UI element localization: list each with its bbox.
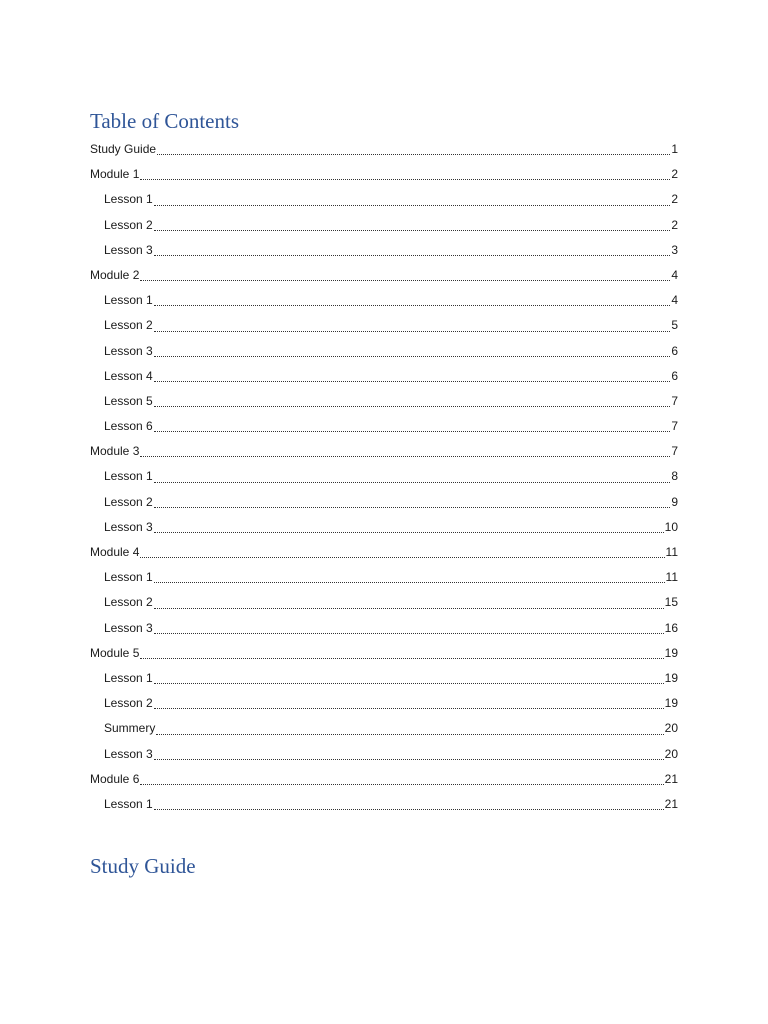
toc-entry[interactable]	[90, 793, 678, 818]
toc-entry-label: Lesson 3	[104, 343, 153, 358]
toc-entry-label: Lesson 3	[104, 242, 153, 257]
toc-entry[interactable]	[90, 516, 678, 541]
toc-entry-label: Module 1	[90, 167, 140, 182]
toc-dot-leader	[157, 154, 670, 155]
toc-entry[interactable]	[90, 138, 678, 163]
toc-entry[interactable]	[90, 491, 678, 516]
toc-entry-page-number: 10	[664, 519, 678, 534]
toc-dot-leader	[154, 759, 664, 760]
toc-entry-label: Summery	[104, 721, 156, 736]
toc-entry-label: Lesson 3	[104, 746, 153, 761]
toc-entry-page-number: 21	[664, 796, 678, 811]
toc-dot-leader	[154, 683, 664, 684]
toc-entry[interactable]	[90, 239, 678, 264]
toc-dot-leader	[154, 431, 671, 432]
toc-dot-leader	[154, 255, 671, 256]
toc-entry-label: Lesson 2	[104, 595, 153, 610]
toc-entry-label: Lesson 4	[104, 368, 153, 383]
toc-entry-page-number: 11	[665, 570, 678, 585]
toc-entry-page-number: 1	[671, 142, 678, 156]
toc-entry[interactable]	[90, 289, 678, 314]
toc-entry[interactable]	[90, 365, 678, 390]
toc-entry-page-number: 4	[671, 293, 678, 308]
toc-entry-label: Lesson 2	[104, 696, 153, 711]
toc-entry-label: Lesson 3	[104, 620, 153, 635]
toc-entry[interactable]	[90, 465, 678, 490]
toc-dot-leader	[154, 507, 671, 508]
toc-dot-leader	[140, 456, 670, 457]
toc-entry-label: Module 6	[90, 771, 140, 786]
toc-dot-leader	[154, 305, 671, 306]
study-guide-heading: Study Guide	[90, 854, 196, 878]
toc-entry[interactable]	[90, 163, 678, 188]
toc-entry-label: Lesson 2	[104, 318, 153, 333]
toc-entry[interactable]	[90, 390, 678, 415]
toc-dot-leader	[154, 708, 664, 709]
toc-dot-leader	[154, 230, 671, 231]
toc-entry-page-number: 2	[671, 192, 678, 207]
toc-entry-page-number: 2	[671, 217, 678, 232]
toc-list	[90, 138, 678, 818]
toc-dot-leader	[154, 205, 671, 206]
toc-entry-label: Module 5	[90, 645, 140, 660]
toc-entry[interactable]	[90, 440, 678, 465]
toc-heading: Table of Contents	[90, 109, 239, 133]
toc-entry-label: Lesson 1	[104, 670, 153, 685]
toc-entry[interactable]	[90, 264, 678, 289]
toc-entry[interactable]	[90, 188, 678, 213]
toc-dot-leader	[154, 633, 664, 634]
toc-dot-leader	[154, 809, 664, 810]
toc-dot-leader	[154, 482, 671, 483]
toc-entry-page-number: 19	[664, 670, 678, 685]
toc-dot-leader	[140, 179, 670, 180]
toc-entry-page-number: 7	[671, 444, 678, 459]
toc-entry-label: Lesson 1	[104, 192, 153, 207]
toc-entry-label: Lesson 2	[104, 217, 153, 232]
toc-entry[interactable]	[90, 768, 678, 793]
toc-dot-leader	[154, 381, 671, 382]
toc-entry-page-number: 20	[664, 746, 678, 761]
toc-entry[interactable]	[90, 214, 678, 239]
toc-entry-page-number: 8	[671, 469, 678, 484]
toc-entry-label: Lesson 6	[104, 419, 153, 434]
toc-entry-page-number: 20	[664, 721, 678, 736]
toc-dot-leader	[140, 557, 664, 558]
toc-dot-leader	[154, 356, 671, 357]
toc-entry[interactable]	[90, 340, 678, 365]
toc-entry-label: Lesson 1	[104, 469, 153, 484]
toc-entry[interactable]	[90, 667, 678, 692]
toc-dot-leader	[154, 582, 665, 583]
toc-entry-page-number: 19	[664, 696, 678, 711]
toc-entry[interactable]	[90, 415, 678, 440]
toc-entry[interactable]	[90, 692, 678, 717]
toc-entry-label: Lesson 1	[104, 293, 153, 308]
toc-entry[interactable]	[90, 642, 678, 667]
toc-dot-leader	[154, 406, 671, 407]
toc-entry-page-number: 5	[671, 318, 678, 333]
toc-entry-page-number: 15	[664, 595, 678, 610]
toc-entry-label: Module 3	[90, 444, 140, 459]
toc-entry-page-number: 19	[664, 645, 678, 660]
toc-entry-label: Lesson 2	[104, 494, 153, 509]
toc-entry-page-number: 16	[664, 620, 678, 635]
toc-dot-leader	[140, 658, 663, 659]
toc-entry-page-number: 7	[671, 393, 678, 408]
toc-entry-page-number: 21	[664, 771, 678, 786]
toc-entry-label: Lesson 3	[104, 519, 153, 534]
toc-entry-page-number: 3	[671, 242, 678, 257]
toc-entry[interactable]	[90, 314, 678, 339]
toc-entry-page-number: 6	[671, 368, 678, 383]
toc-dot-leader	[156, 734, 663, 735]
toc-entry-page-number: 4	[671, 267, 678, 282]
toc-entry-label: Lesson 1	[104, 570, 153, 585]
toc-entry-label: Module 4	[90, 545, 140, 559]
toc-entry[interactable]	[90, 617, 678, 642]
toc-entry-page-number: 7	[671, 419, 678, 434]
toc-entry[interactable]	[90, 591, 678, 616]
toc-dot-leader	[154, 331, 671, 332]
toc-entry-page-number: 9	[671, 494, 678, 509]
toc-entry-page-number: 11	[665, 545, 678, 559]
toc-entry-page-number: 6	[671, 343, 678, 358]
toc-entry[interactable]	[90, 743, 678, 768]
toc-dot-leader	[154, 608, 664, 609]
toc-dot-leader	[154, 532, 664, 533]
toc-entry-page-number: 2	[671, 167, 678, 182]
toc-entry[interactable]	[90, 566, 678, 591]
toc-entry-label: Study Guide	[90, 142, 157, 156]
toc-entry[interactable]	[90, 541, 678, 566]
toc-entry-label: Lesson 1	[104, 796, 153, 811]
toc-dot-leader	[140, 280, 670, 281]
toc-dot-leader	[140, 784, 663, 785]
toc-entry-label: Module 2	[90, 267, 140, 282]
toc-entry[interactable]	[90, 717, 678, 742]
toc-entry-label: Lesson 5	[104, 393, 153, 408]
